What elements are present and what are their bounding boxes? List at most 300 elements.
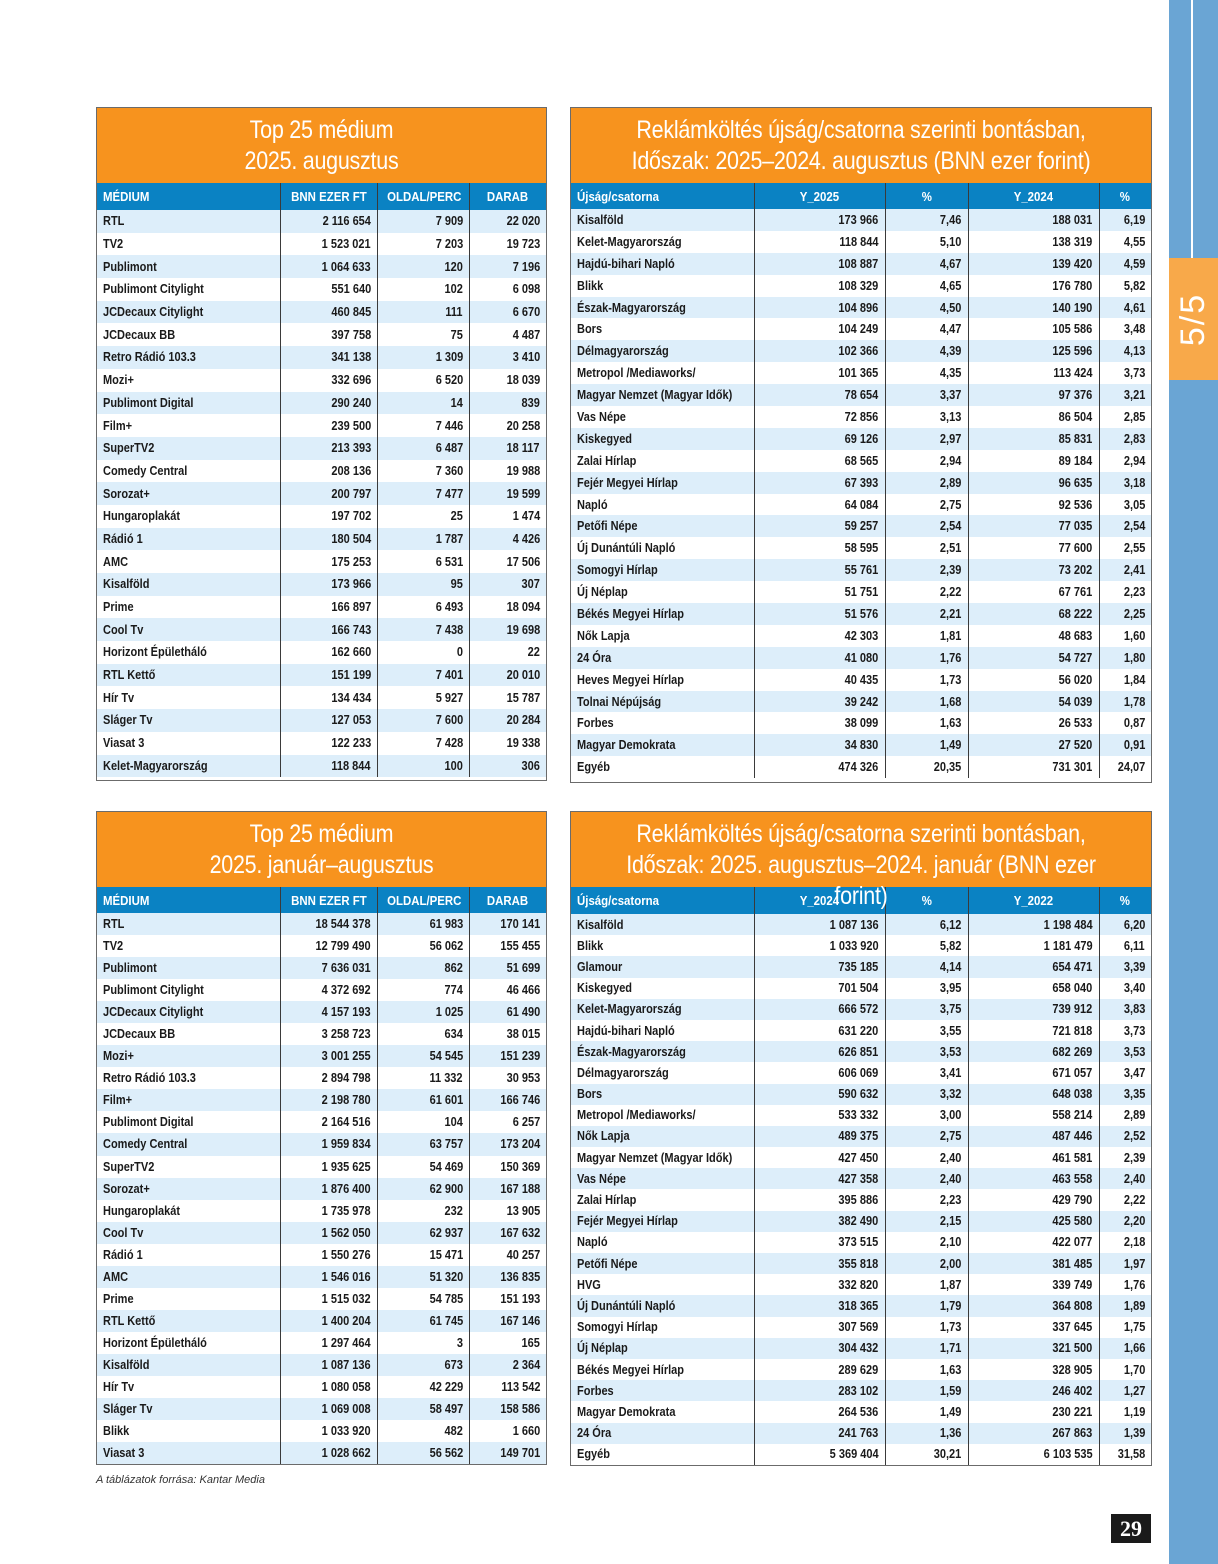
table-row — [571, 494, 1151, 516]
cell-value: 38 099 — [844, 716, 879, 731]
cell-value: 3 — [456, 1335, 463, 1350]
cell-value: 1 087 136 — [322, 1357, 371, 1372]
value-cell — [1099, 1084, 1151, 1105]
cell-value: 78 654 — [844, 388, 879, 403]
value-cell — [754, 253, 885, 275]
value-cell — [885, 1020, 968, 1041]
value-cell — [754, 914, 885, 935]
column-header-label: Y_2024 — [799, 893, 840, 908]
cell-value: 175 253 — [331, 554, 371, 569]
value-cell — [377, 1045, 469, 1067]
value-cell — [968, 253, 1099, 275]
value-cell — [968, 494, 1099, 516]
table-row — [571, 914, 1151, 935]
value-cell — [469, 1266, 546, 1288]
cell-value: 42 303 — [844, 628, 879, 643]
row-label-cell — [571, 625, 754, 647]
table-row — [97, 233, 546, 256]
value-cell — [968, 647, 1099, 669]
value-cell — [885, 1274, 968, 1295]
cell-value: 6,20 — [1123, 917, 1145, 932]
value-cell — [281, 528, 378, 551]
row-label: AMC — [103, 1269, 129, 1284]
value-cell — [1099, 275, 1151, 297]
value-cell — [377, 596, 469, 619]
value-cell — [377, 1089, 469, 1111]
cell-value: 3,73 — [1123, 366, 1145, 381]
row-label-cell — [97, 1023, 281, 1045]
row-label: Nők Lapja — [577, 628, 630, 643]
cell-value: 397 758 — [331, 327, 371, 342]
row-label: Napló — [577, 497, 608, 512]
table-row — [97, 1354, 546, 1376]
value-cell — [377, 1023, 469, 1045]
value-cell — [281, 664, 378, 687]
table-row — [571, 1041, 1151, 1062]
cell-value: 3 410 — [512, 350, 540, 365]
table-row — [97, 323, 546, 346]
column-header-row — [97, 887, 546, 913]
row-label: Mozi+ — [103, 1049, 134, 1064]
row-label: Film+ — [103, 1093, 133, 1108]
value-cell — [1099, 406, 1151, 428]
table-row — [571, 603, 1151, 625]
cell-value: 0,91 — [1123, 738, 1145, 753]
table-row — [97, 505, 546, 528]
value-cell — [281, 979, 378, 1001]
value-cell — [754, 1020, 885, 1041]
table-title — [97, 812, 546, 887]
cell-value: 2,89 — [1123, 1108, 1145, 1123]
table-row — [97, 1244, 546, 1266]
cell-value: 2,23 — [1123, 585, 1145, 600]
value-cell — [377, 1156, 469, 1178]
row-label: Bors — [577, 1087, 603, 1102]
value-cell — [469, 573, 546, 596]
cell-value: 108 329 — [838, 278, 879, 293]
row-label-cell — [571, 603, 754, 625]
cell-value: 1,49 — [940, 738, 962, 753]
row-label-cell — [97, 323, 281, 346]
table-row — [97, 1266, 546, 1288]
cell-value: 102 — [444, 282, 463, 297]
value-cell — [377, 686, 469, 709]
cell-value: 3 001 255 — [322, 1049, 371, 1064]
column-header-label: DARAB — [487, 189, 529, 204]
table-row — [571, 1295, 1151, 1316]
row-label: Új Dunántúli Napló — [577, 541, 676, 556]
value-cell — [754, 450, 885, 472]
value-cell — [754, 956, 885, 977]
cell-value: 92 536 — [1058, 497, 1093, 512]
cell-value: 42 229 — [429, 1380, 463, 1394]
table-row — [97, 1045, 546, 1067]
cell-value: 673 — [444, 1357, 463, 1372]
cell-value: 2,55 — [1123, 541, 1145, 556]
row-label-cell — [97, 1156, 281, 1178]
cell-value: 96 635 — [1058, 475, 1093, 490]
cell-value: 241 763 — [838, 1426, 879, 1441]
row-label-cell — [571, 1126, 754, 1147]
value-cell — [885, 450, 968, 472]
value-cell — [1099, 756, 1151, 778]
value-cell — [281, 1354, 378, 1376]
value-cell — [469, 709, 546, 732]
column-header — [281, 183, 378, 210]
cell-value: 2,54 — [940, 519, 962, 534]
column-header-row — [571, 183, 1151, 209]
value-cell — [968, 1380, 1099, 1401]
row-label: Napló — [577, 1235, 608, 1250]
cell-value: 474 326 — [838, 760, 879, 775]
column-header-label: BNN EZER FT — [291, 189, 367, 204]
cell-value: 6,19 — [1123, 212, 1145, 227]
cell-value: 1 309 — [435, 350, 463, 365]
cell-value: 3,40 — [1123, 981, 1145, 996]
table-row — [571, 1189, 1151, 1210]
cell-value: 5,82 — [1123, 278, 1145, 293]
column-header-label: Újság/csatorna — [577, 893, 660, 908]
cell-value: 150 369 — [500, 1159, 540, 1174]
cell-value: 3,13 — [940, 409, 962, 424]
table-row — [571, 1401, 1151, 1422]
value-cell — [885, 1105, 968, 1126]
value-cell — [885, 1084, 968, 1105]
value-cell — [885, 625, 968, 647]
row-label: Kisalföld — [103, 1357, 150, 1372]
value-cell — [968, 209, 1099, 231]
value-cell — [885, 978, 968, 999]
cell-value: 1,76 — [1123, 1277, 1145, 1292]
cell-value: 24,07 — [1117, 760, 1145, 775]
cell-value: 1,97 — [1123, 1256, 1145, 1271]
value-cell — [469, 686, 546, 709]
column-header — [571, 183, 754, 209]
cell-value: 61 490 — [506, 1005, 540, 1020]
row-label: Tolnai Népújság — [577, 694, 662, 709]
value-cell — [281, 1398, 378, 1420]
cell-value: 200 797 — [331, 486, 371, 501]
cell-value: 7 636 031 — [322, 961, 371, 976]
table-row — [97, 755, 546, 778]
cell-value: 55 761 — [844, 563, 879, 578]
cell-value: 155 455 — [500, 939, 540, 954]
value-cell — [754, 384, 885, 406]
value-cell — [281, 505, 378, 528]
value-cell — [377, 1133, 469, 1155]
sidebar-strip — [1169, 0, 1218, 1564]
value-cell — [281, 1420, 378, 1442]
value-cell — [469, 482, 546, 505]
value-cell — [1099, 1295, 1151, 1316]
value-cell — [885, 603, 968, 625]
table-row — [571, 1168, 1151, 1189]
row-label: RTL Kettő — [103, 1313, 156, 1328]
cell-value: 422 077 — [1052, 1235, 1093, 1250]
value-cell — [968, 669, 1099, 691]
column-header — [377, 183, 469, 210]
value-cell — [1099, 1253, 1151, 1274]
value-cell — [281, 369, 378, 392]
value-cell — [1099, 231, 1151, 253]
value-cell — [281, 641, 378, 664]
cell-value: 6 257 — [512, 1115, 540, 1130]
cell-value: 2,94 — [940, 453, 962, 468]
cell-value: 104 — [444, 1115, 463, 1130]
value-cell — [281, 346, 378, 369]
value-cell — [968, 428, 1099, 450]
value-cell — [469, 1023, 546, 1045]
cell-value: 5 369 404 — [829, 1447, 879, 1462]
cell-value: 48 683 — [1058, 628, 1093, 643]
value-cell — [1099, 712, 1151, 734]
value-cell — [281, 301, 378, 324]
value-cell — [754, 275, 885, 297]
row-label: Mozi+ — [103, 373, 134, 388]
value-cell — [754, 1444, 885, 1465]
cell-value: 774 — [444, 983, 463, 998]
cell-value: 2,00 — [940, 1256, 962, 1271]
value-cell — [885, 756, 968, 778]
value-cell — [968, 712, 1099, 734]
cell-value: 75 — [450, 327, 463, 342]
value-cell — [968, 515, 1099, 537]
cell-value: 67 393 — [844, 475, 879, 490]
table-row — [97, 528, 546, 551]
cell-value: 17 506 — [506, 554, 540, 569]
cell-value: 6 520 — [435, 373, 463, 388]
row-label-cell — [97, 1244, 281, 1266]
value-cell — [281, 550, 378, 573]
column-header-label: Y_2024 — [1013, 188, 1054, 204]
table-row — [571, 340, 1151, 362]
cell-value: 2,15 — [940, 1214, 962, 1229]
value-cell — [754, 625, 885, 647]
cell-value: 3,37 — [940, 388, 962, 403]
row-label-cell — [571, 1062, 754, 1083]
value-cell — [1099, 1020, 1151, 1041]
value-cell — [281, 1288, 378, 1310]
row-label-cell — [97, 301, 281, 324]
row-label-cell — [97, 1288, 281, 1310]
table-row — [97, 1200, 546, 1222]
value-cell — [885, 1359, 968, 1380]
value-cell — [377, 732, 469, 755]
cell-value: 3 258 723 — [322, 1027, 371, 1042]
value-cell — [968, 1444, 1099, 1465]
value-cell — [377, 323, 469, 346]
value-cell — [754, 1253, 885, 1274]
cell-value: 701 504 — [838, 981, 879, 996]
row-label-cell — [97, 1442, 281, 1464]
row-label-cell — [571, 362, 754, 384]
cell-value: 58 595 — [844, 541, 879, 556]
row-label-cell — [97, 1111, 281, 1133]
table-row — [97, 550, 546, 573]
row-label: Kisalföld — [103, 577, 150, 592]
value-cell — [469, 755, 546, 778]
cell-value: 3,53 — [1123, 1044, 1145, 1059]
value-cell — [885, 1168, 968, 1189]
row-label: JCDecaux BB — [103, 327, 176, 342]
row-label-cell — [571, 537, 754, 559]
table-title-line1: Reklámköltés újság/csatorna szerinti bontásban, — [636, 820, 1086, 848]
cell-value: 7,46 — [940, 212, 962, 227]
cell-value: 12 799 490 — [315, 939, 371, 954]
value-cell — [469, 1398, 546, 1420]
cell-value: 61 745 — [429, 1313, 463, 1328]
cell-value: 38 015 — [506, 1027, 540, 1042]
table-row — [97, 437, 546, 460]
value-cell — [968, 956, 1099, 977]
cell-value: 1,59 — [940, 1383, 962, 1398]
value-cell — [281, 573, 378, 596]
cell-value: 3,05 — [1123, 497, 1145, 512]
value-cell — [754, 603, 885, 625]
row-label: Magyar Nemzet (Magyar Idők) — [577, 1150, 733, 1165]
cell-value: 18 094 — [506, 600, 540, 615]
cell-value: 3,35 — [1123, 1087, 1145, 1102]
value-cell — [754, 1338, 885, 1359]
value-cell — [1099, 1168, 1151, 1189]
value-cell — [754, 1041, 885, 1062]
value-cell — [377, 505, 469, 528]
cell-value: 2,40 — [1123, 1171, 1145, 1186]
table-row — [571, 1062, 1151, 1083]
value-cell — [377, 957, 469, 979]
cell-value: 7 600 — [435, 713, 463, 728]
cell-value: 3,00 — [940, 1108, 962, 1123]
cell-value: 62 937 — [429, 1225, 463, 1240]
table-row — [97, 255, 546, 278]
value-cell — [1099, 1423, 1151, 1444]
table-row — [97, 278, 546, 301]
cell-value: 19 599 — [506, 486, 540, 501]
value-cell — [281, 1266, 378, 1288]
row-label-cell — [571, 1380, 754, 1401]
cell-value: 3,18 — [1123, 475, 1145, 490]
cell-value: 3,48 — [1123, 322, 1145, 337]
cell-value: 4,35 — [940, 366, 962, 381]
value-cell — [754, 1295, 885, 1316]
cell-value: 339 749 — [1052, 1277, 1093, 1292]
cell-value: 4 487 — [512, 327, 540, 342]
table-row — [97, 641, 546, 664]
row-label-cell — [571, 231, 754, 253]
cell-value: 2 164 516 — [322, 1115, 371, 1130]
cell-value: 51 751 — [844, 585, 879, 600]
row-label-cell — [571, 275, 754, 297]
cell-value: 72 856 — [844, 409, 879, 424]
row-label: Kiskegyed — [577, 981, 633, 996]
value-cell — [1099, 603, 1151, 625]
value-cell — [885, 472, 968, 494]
row-label-cell — [571, 406, 754, 428]
cell-value: 13 905 — [506, 1203, 540, 1218]
value-cell — [377, 1200, 469, 1222]
cell-value: 533 332 — [838, 1108, 879, 1123]
value-cell — [885, 297, 968, 319]
cell-value: 139 420 — [1052, 256, 1093, 271]
cell-value: 1 546 016 — [322, 1269, 371, 1284]
table-row — [97, 392, 546, 415]
row-label-cell — [571, 318, 754, 340]
cell-value: 332 820 — [838, 1277, 879, 1292]
table-title — [97, 108, 546, 183]
cell-value: 18 039 — [506, 373, 540, 388]
value-cell — [754, 209, 885, 231]
value-cell — [754, 1423, 885, 1444]
row-label-cell — [571, 914, 754, 935]
value-cell — [377, 1266, 469, 1288]
value-cell — [1099, 318, 1151, 340]
table-row — [571, 472, 1151, 494]
cell-value: 4,59 — [1123, 256, 1145, 271]
row-label-cell — [97, 255, 281, 278]
row-label: Észak-Magyarország — [577, 1044, 686, 1059]
cell-value: 95 — [450, 577, 463, 592]
cell-value: 97 376 — [1058, 388, 1093, 403]
cell-value: 1 080 058 — [322, 1380, 371, 1394]
table-row — [97, 935, 546, 957]
value-cell — [968, 318, 1099, 340]
value-cell — [469, 233, 546, 256]
row-label-cell — [571, 384, 754, 406]
cell-value: 1 876 400 — [322, 1181, 371, 1196]
cell-value: 1,79 — [940, 1298, 962, 1313]
value-cell — [1099, 1338, 1151, 1359]
value-cell — [469, 369, 546, 392]
table-row — [571, 712, 1151, 734]
cell-value: 19 723 — [506, 237, 540, 252]
cell-value: 307 569 — [838, 1320, 879, 1335]
row-label: Publimont — [103, 961, 157, 976]
row-label-cell — [97, 369, 281, 392]
value-cell — [1099, 914, 1151, 935]
table-row — [97, 686, 546, 709]
value-cell — [281, 1045, 378, 1067]
cell-value: 463 558 — [1052, 1171, 1093, 1186]
row-label-cell — [97, 1332, 281, 1354]
row-label-cell — [97, 1398, 281, 1420]
value-cell — [968, 406, 1099, 428]
value-cell — [754, 935, 885, 956]
table-row — [97, 1288, 546, 1310]
table-row — [571, 1317, 1151, 1338]
table-row — [97, 346, 546, 369]
cell-value: 7 909 — [435, 214, 463, 229]
table-row — [97, 732, 546, 755]
cell-value: 118 844 — [331, 758, 371, 773]
cell-value: 40 435 — [844, 672, 879, 687]
cell-value: 1 198 484 — [1043, 917, 1093, 932]
value-cell — [885, 669, 968, 691]
cell-value: 1 562 050 — [322, 1225, 371, 1240]
value-cell — [377, 913, 469, 935]
cell-value: 20,35 — [933, 760, 962, 775]
value-cell — [281, 1111, 378, 1133]
value-cell — [469, 414, 546, 437]
cell-value: 4 426 — [512, 531, 540, 546]
cell-value: 63 757 — [429, 1137, 463, 1152]
cell-value: 89 184 — [1058, 453, 1093, 468]
cell-value: 22 020 — [506, 214, 540, 229]
value-cell — [754, 581, 885, 603]
value-cell — [754, 340, 885, 362]
cell-value: 7 428 — [435, 736, 463, 751]
row-label-cell — [571, 428, 754, 450]
value-cell — [754, 1126, 885, 1147]
